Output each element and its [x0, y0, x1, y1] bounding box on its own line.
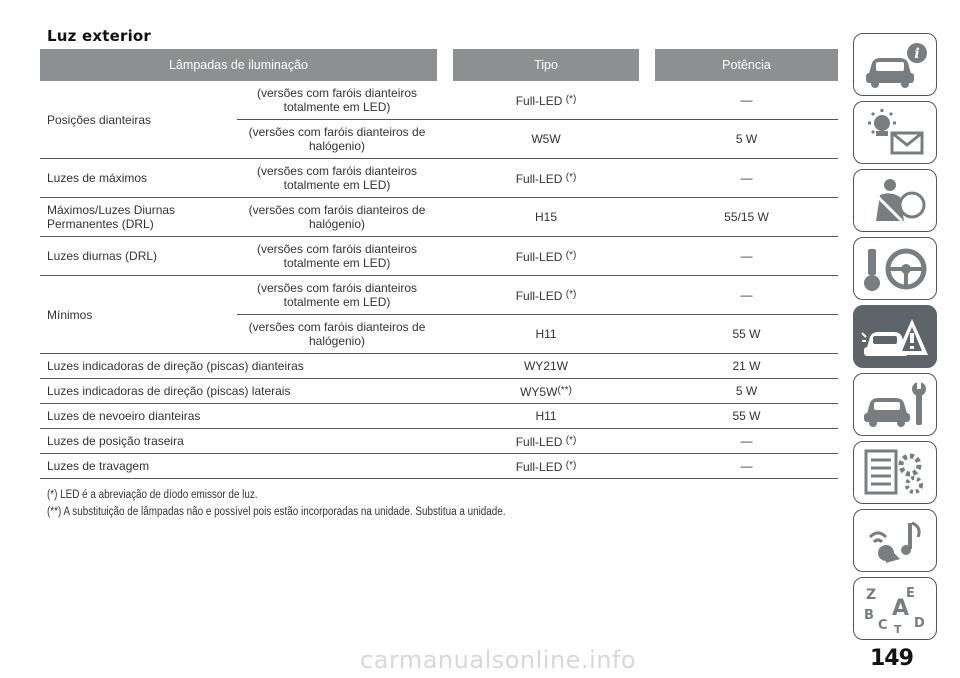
version-note: (versões com faróis dianteiros totalmente em LED) [237, 276, 437, 315]
table-row [40, 379, 838, 404]
svg-text:A: A [892, 595, 910, 621]
header-power: Potência [655, 49, 838, 81]
tab-multimedia[interactable] [853, 509, 937, 572]
version-note: (versões com faróis dianteiros de halógenio) [237, 120, 437, 159]
table-row [40, 276, 838, 315]
table-row [40, 159, 838, 198]
multimedia-icon [860, 515, 930, 567]
lamp-type: H11 [453, 315, 639, 354]
watermark: carmanualsonline.info [360, 646, 637, 674]
version-note: (versões com faróis dianteiros de halógenio) [237, 198, 437, 237]
lamp-type: WY5W(**) [453, 379, 639, 404]
svg-text:D: D [914, 615, 925, 631]
section-title: Luz exterior [47, 27, 152, 45]
lamp-power: — [655, 81, 838, 120]
lamp-power: 55 W [655, 315, 838, 354]
lamp-type: W5W [453, 120, 639, 159]
lamp-power: 55 W [655, 404, 838, 429]
svg-text:T: T [894, 622, 902, 635]
lamp-name: Luzes indicadoras de direção (piscas) dianteiras [40, 354, 437, 379]
lamp-name: Luzes de travagem [40, 454, 437, 479]
svg-text:Z: Z [866, 586, 877, 603]
car-info-icon [860, 39, 930, 91]
lamp-name: Luzes de máximos [40, 159, 237, 198]
lamp-name: Luzes diurnas (DRL) [40, 237, 237, 276]
version-note: (versões com faróis dianteiros totalmente em LED) [237, 237, 437, 276]
version-note: (versões com faróis dianteiros de halógenio) [237, 315, 437, 354]
lamp-power: 5 W [655, 120, 838, 159]
lamp-power: — [655, 276, 838, 315]
table-row [40, 198, 838, 237]
alphabet-index-icon [860, 583, 930, 635]
lamp-power: — [655, 237, 838, 276]
tab-safety[interactable] [853, 169, 937, 232]
header-lamps: Lâmpadas de iluminação [40, 49, 437, 81]
svg-text:E: E [906, 585, 915, 601]
header-type: Tipo [453, 49, 639, 81]
table-row [40, 354, 838, 379]
lamp-type: WY21W [453, 354, 639, 379]
lamp-name: Luzes de posição traseira [40, 429, 437, 454]
lamp-type: H15 [453, 198, 639, 237]
lamp-power: 5 W [655, 379, 838, 404]
lamp-name: Mínimos [40, 276, 237, 354]
page-number: 149 [870, 646, 913, 671]
car-emergency-icon [860, 311, 930, 363]
lamp-power: — [655, 429, 838, 454]
key-steering-wheel-icon [860, 243, 930, 295]
footnote-replacement: (**) A substituição de lâmpadas não e possível pois estão incorporadas na unidade. Substitua a unidade. [47, 506, 506, 518]
warning-lights-icon [860, 107, 930, 159]
lamp-power: — [655, 159, 838, 198]
lamp-name: Luzes de nevoeiro dianteiras [40, 404, 437, 429]
table-row [40, 429, 838, 454]
tab-maintenance[interactable] [853, 373, 937, 436]
lamp-spec-table [40, 49, 838, 479]
lamp-name: Máximos/Luzes Diurnas Permanentes (DRL) [40, 198, 237, 237]
table-row [40, 81, 838, 120]
lamp-type: Full-LED (*) [453, 276, 639, 315]
svg-text:B: B [864, 607, 874, 623]
version-note: (versões com faróis dianteiros totalmente em LED) [237, 81, 437, 120]
lamp-name: Luzes indicadoras de direção (piscas) laterais [40, 379, 437, 404]
tab-emergency[interactable] [853, 305, 937, 368]
table-header-row [40, 49, 838, 81]
table-row [40, 237, 838, 276]
footnote-led: (*) LED é a abreviação de díodo emissor de luz. [47, 489, 258, 501]
chapter-tabs [853, 33, 937, 645]
tab-warning-lights[interactable] [853, 101, 937, 164]
lamp-type: Full-LED (*) [453, 429, 639, 454]
svg-text:C: C [878, 617, 888, 633]
lamp-power: 21 W [655, 354, 838, 379]
specs-gears-icon [860, 447, 930, 499]
lamp-type: Full-LED (*) [453, 454, 639, 479]
lamp-power: 55/15 W [655, 198, 838, 237]
lamp-power: — [655, 454, 838, 479]
seatbelt-airbag-icon [860, 175, 930, 227]
table-row [40, 404, 838, 429]
car-wrench-icon [860, 379, 930, 431]
lamp-type: Full-LED (*) [453, 81, 639, 120]
lamp-type: H11 [453, 404, 639, 429]
lamp-type: Full-LED (*) [453, 237, 639, 276]
lamp-name: Posições dianteiras [40, 81, 237, 159]
tab-starting-driving[interactable] [853, 237, 937, 300]
tab-index[interactable] [853, 577, 937, 640]
footnotes [47, 487, 506, 521]
table-row [40, 454, 838, 479]
version-note: (versões com faróis dianteiros totalmente em LED) [237, 159, 437, 198]
tab-technical-data[interactable] [853, 441, 937, 504]
tab-car-info[interactable] [853, 33, 937, 96]
svg-text:i: i [914, 45, 920, 62]
lamp-type: Full-LED (*) [453, 159, 639, 198]
